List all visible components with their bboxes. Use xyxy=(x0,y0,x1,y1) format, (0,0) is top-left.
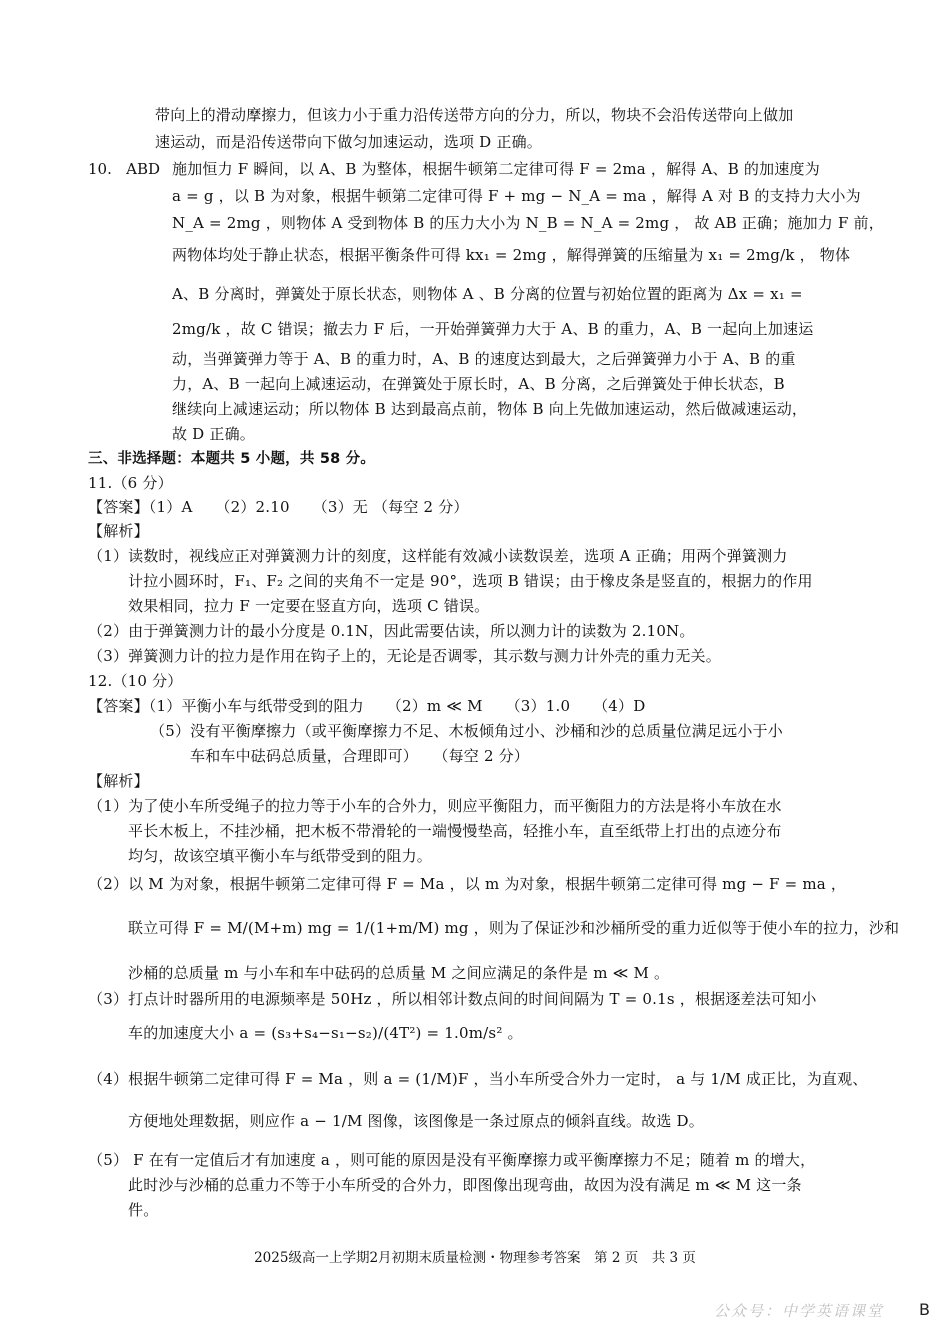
analysis-label: 【解析】 xyxy=(88,522,149,540)
text-line: N_A = 2mg ，则物体 A 受到物体 B 的压力大小为 N_B = N_A = 2mg ， 故 AB 正确；施加力 F 前， xyxy=(172,214,884,232)
question-answer: ABD xyxy=(126,160,161,178)
text-line: 速运动，而是沿传送带向下做匀加速运动，选项 D 正确。 xyxy=(155,133,542,151)
text-line: （5） F 在有一定值后才有加速度 a ，则可能的原因是没有平衡摩擦力或平衡摩擦力不足；随着 m 的增大， xyxy=(88,1151,816,1169)
text-line: 故 D 正确。 xyxy=(172,425,255,443)
text-line: 2mg/k ，故 C 错误；撤去力 F 后，一开始弹簧弹力大于 A、B 的重力，A、B 一起向上加速运 xyxy=(172,320,814,338)
text-line: 动，当弹簧弹力等于 A、B 的重力时，A、B 的速度达到最大，之后弹簧弹力小于 A、B 的重 xyxy=(172,350,796,368)
analysis-label: 【解析】 xyxy=(88,772,149,790)
text-line: （4）根据牛顿第二定律可得 F = Ma ，则 a = (1/M)F ，当小车所受合外力一定时， a 与 1/M 成正比，为直观、 xyxy=(88,1070,868,1088)
text-line: 此时沙与沙桶的总重力不等于小车所受的合外力，即图像出现弯曲，故因为没有满足 m ≪ M 这一条 xyxy=(128,1176,802,1194)
text-line: （2）以 M 为对象，根据牛顿第二定律可得 F = Ma ，以 m 为对象，根据牛顿第二定律可得 mg − F = ma ， xyxy=(88,875,847,893)
text-line: 两物体均处于静止状态，根据平衡条件可得 kx₁ = 2mg ，解得弹簧的压缩量为 x₁ = 2mg/k ， 物体 xyxy=(172,246,851,264)
text-line: 均匀，故该空填平衡小车与纸带受到的阻力。 xyxy=(128,847,433,865)
question-number: 12.（10 分） xyxy=(88,672,183,690)
text-line: 继续向上减速运动；所以物体 B 达到最高点前，物体 B 向上先做加速运动，然后做减速运动， xyxy=(172,400,808,418)
text-line: 方便地处理数据，则应作 a − 1/M 图像，该图像是一条过原点的倾斜直线。故选 D。 xyxy=(128,1112,704,1130)
text-line: 力，A、B 一起向上减速运动，在弹簧处于原长时，A、B 分离，之后弹簧处于伸长状态，B xyxy=(172,375,785,393)
corner-letter: B xyxy=(919,1300,930,1319)
question-number: 10. ABD xyxy=(88,160,161,178)
answer-line: 车和车中砝码总质量，合理即可） （每空 2 分） xyxy=(190,747,530,765)
text-line: 带向上的滑动摩擦力，但该力小于重力沿传送带方向的分力，所以，物块不会沿传送带向上做加 xyxy=(155,106,794,124)
text-line: 沙桶的总质量 m 与小车和车中砝码的总质量 M 之间应满足的条件是 m ≪ M 。 xyxy=(128,964,670,982)
brand-watermark: 公众号：中学英语课堂 xyxy=(713,1302,884,1320)
page-footer: 2025级高一上学期2月初期末质量检测・物理参考答案 第 2 页 共 3 页 xyxy=(254,1250,696,1266)
text-line: （1）读数时，视线应正对弹簧测力计的刻度，这样能有效减小读数误差，选项 A 正确；用两个弹簧测力 xyxy=(88,547,788,565)
text-line: a = g ，以 B 为对象，根据牛顿第二定律可得 F + mg − N_A = ma ，解得 A 对 B 的支持力大小为 xyxy=(172,187,861,205)
text-line: 效果相同，拉力 F 一定要在竖直方向，选项 C 错误。 xyxy=(128,597,490,615)
text-line: A、B 分离时，弹簧处于原长状态，则物体 A 、B 分离的位置与初始位置的距离为 Δx = x₁ = xyxy=(172,285,803,303)
answer-line: （5）没有平衡摩擦力（或平衡摩擦力不足、木板倾角过小、沙桶和沙的总质量位满足远小于小 xyxy=(150,722,783,740)
text-line: 车的加速度大小 a = (s₃+s₄−s₁−s₂)/(4T²) = 1.0m/s² 。 xyxy=(128,1024,523,1042)
text-line: 计拉小圆环时，F₁、F₂ 之间的夹角不一定是 90°，选项 B 错误；由于橡皮条是竖直的，根据力的作用 xyxy=(128,572,813,590)
text-line: （3）弹簧测力计的拉力是作用在钩子上的，无论是否调零，其示数与测力计外壳的重力无关。 xyxy=(88,647,721,665)
text-line: 施加恒力 F 瞬间，以 A、B 为整体，根据牛顿第二定律可得 F = 2ma ，解得 A、B 的加速度为 xyxy=(172,160,820,178)
text-line: 联立可得 F = M/(M+m) mg = 1/(1+m/M) mg ，则为了保证沙和沙桶所受的重力近似等于使小车的拉力，沙和 xyxy=(128,919,900,937)
text-line: （2）由于弹簧测力计的最小分度是 0.1N，因此需要估读，所以测力计的读数为 2.10N。 xyxy=(88,622,695,640)
question-number: 11.（6 分） xyxy=(88,474,173,492)
section-heading: 三、非选择题：本题共 5 小题，共 58 分。 xyxy=(88,451,376,467)
answer-line: 【答案】（1）A （2）2.10 （3）无 （每空 2 分） xyxy=(88,498,469,516)
text-line: 平长木板上，不挂沙桶，把木板不带滑轮的一端慢慢垫高，轻推小车，直至纸带上打出的点迹分布 xyxy=(128,822,782,840)
answer-line: 【答案】（1）平衡小车与纸带受到的阻力 （2）m ≪ M （3）1.0 （4）D xyxy=(88,697,646,715)
text-line: 件。 xyxy=(128,1201,159,1219)
text-line: （3）打点计时器所用的电源频率是 50Hz ，所以相邻计数点间的时间间隔为 T = 0.1s ，根据逐差法可知小 xyxy=(88,990,817,1008)
text-line: （1）为了使小车所受绳子的拉力等于小车的合外力，则应平衡阻力，而平衡阻力的方法是将小车放在水 xyxy=(88,797,782,815)
